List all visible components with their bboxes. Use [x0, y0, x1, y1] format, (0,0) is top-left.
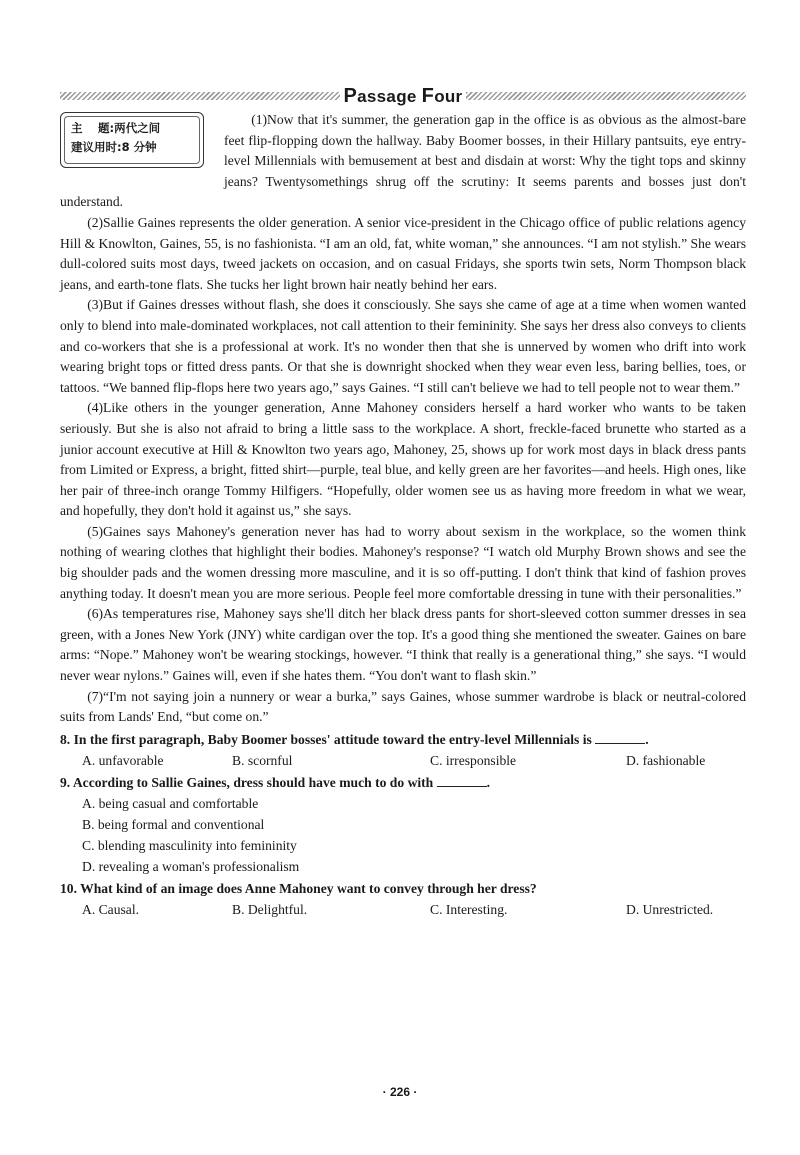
option-8c[interactable]: C. irresponsible	[430, 752, 517, 768]
topic-label: 主 题:两代之间	[71, 121, 161, 135]
answer-blank-9[interactable]	[437, 774, 487, 787]
paragraph-3: (3)But if Gaines dresses without flash, she does it consciously. She says she came of age at a time when women wanted only to blend into male-dominated workplaces, not call attention to their femininity. She says her dress also conveys to clients and co-workers that she is a professional at work. It's no wonder then that she is unnerved by women who drift into work wearing bright tops or fitted dress pants. Or that she is downright shocked when they wear even less, baring bellies, toes, or tattoos. “We banned flip-flops here two years ago,” says Gaines. “I still can't believe we had to tell people not to wear them.”	[60, 297, 746, 395]
worksheet-page	[60, 82, 746, 920]
header-hatch-right	[466, 92, 746, 100]
paragraph-4: (4)Like others in the younger generation, Anne Mahoney considers herself a hard worker who wants to be taken seriously. But she is also not afraid to bring a little sass to the workplace. A short, freckle-faced brunette who started as a junior account executive at Hill & Knowlton two years ago, Mahoney, 25, shows up for work most days in black dress pants from Limited or Express, a bright, fitted shirt—purple, teal blue, and kelly green are her favorites—and heels. High ones, like her pair of three-inch orange Tommy Hilfigers. “Hopefully, older women see us as having more freedom in what we wear, and hopefully, they don't hold it against us,” she says.	[60, 400, 746, 519]
question-9: 9. According to Sallie Gaines, dress should have much to do with .	[60, 774, 491, 790]
option-10c[interactable]: C. Interesting.	[430, 901, 508, 917]
question-10: 10. What kind of an image does Anne Mahoney want to convey through her dress?	[60, 880, 537, 896]
passage-body	[60, 110, 746, 728]
topic-box	[60, 112, 204, 168]
header-hatch-left	[60, 92, 340, 100]
suggested-time-label: 建议用时:8 分钟	[71, 140, 157, 154]
option-10a[interactable]: A. Causal.	[82, 901, 140, 917]
paragraph-7: (7)“I'm not saying join a nunnery or wear a burka,” says Gaines, whose summer wardrobe is black or neutral-colored suits from Lands' End, “but come on.”	[60, 688, 746, 725]
paragraph-6: (6)As temperatures rise, Mahoney says she'll ditch her black dress pants for short-sleeved cotton summer dresses in sea green, with a Jones New York (JNY) white cardigan over the top. It's a good thing she mentioned the sweater. Gaines on bare arms: “Nope.” Mahoney won't be wearing stockings, however. “I think that really is a generational thing,” she says. “I would never wear nylons.” Gaines will, even if she hates them. “You don't want to flash skin.”	[60, 606, 746, 684]
option-9d[interactable]: D. revealing a woman's professionalism	[82, 858, 300, 874]
paragraph-1: (1)Now that it's summer, the generation gap in the office is as obvious as the almost-bare feet flip-flopping down the hallway. Baby Boomer bosses, in their Hillary pantsuits, eye entry-level Millennials with bemusement at best and disdain at worst: Why the tight tops and skinny jeans? Twentysomethings shrug off the scrutiny: It seems parents and bosses just don't understand.	[60, 112, 746, 210]
option-9a[interactable]: A. being casual and comfortable	[82, 795, 259, 811]
option-10b[interactable]: B. Delightful.	[232, 901, 308, 917]
paragraph-2: (2)Sallie Gaines represents the older generation. A senior vice-president in the Chicago office of public relations agency Hill & Knowlton, Gaines, 55, is no fashionista. “I am an old, fat, white woman,” she announces. “I am not stylish.” She wears dull-colored suits most days, tweed jackets on occasion, and on casual Fridays, she sports twin sets, Norm Thompson black jeans, and earth-tone flats. She tucks her light brown hair neatly behind her ears.	[60, 214, 746, 292]
option-8d[interactable]: D. fashionable	[626, 752, 706, 768]
passage-title: Passage Four	[343, 84, 463, 107]
option-9b[interactable]: B. being formal and conventional	[82, 816, 265, 832]
question-10-options	[60, 899, 746, 920]
option-8a[interactable]: A. unfavorable	[82, 752, 164, 768]
option-9c[interactable]: C. blending masculinity into femininity	[82, 837, 297, 853]
page-number: · 226 ·	[382, 1085, 418, 1099]
paragraph-5: (5)Gaines says Mahoney's generation never has had to worry about sexism in the workplace, so the women think nothing of wearing clothes that highlight their bodies. Mahoney's response? “I watch old Murphy Brown shows and see the big shoulder pads and the women dressing more masculine, and it is so off-putting. I don't think that kind of fashion proves anything today. It doesn't mean you are more serious. People feel more comfortable dressing in tune with their personalities.”	[60, 523, 746, 601]
option-10d[interactable]: D. Unrestricted.	[626, 901, 714, 917]
question-8-options	[60, 750, 746, 771]
passage-header	[60, 82, 746, 110]
answer-blank-8[interactable]	[595, 731, 645, 744]
question-8: 8. In the first paragraph, Baby Boomer bosses' attitude toward the entry-level Millennials is .	[60, 731, 649, 747]
option-8b[interactable]: B. scornful	[232, 752, 293, 768]
